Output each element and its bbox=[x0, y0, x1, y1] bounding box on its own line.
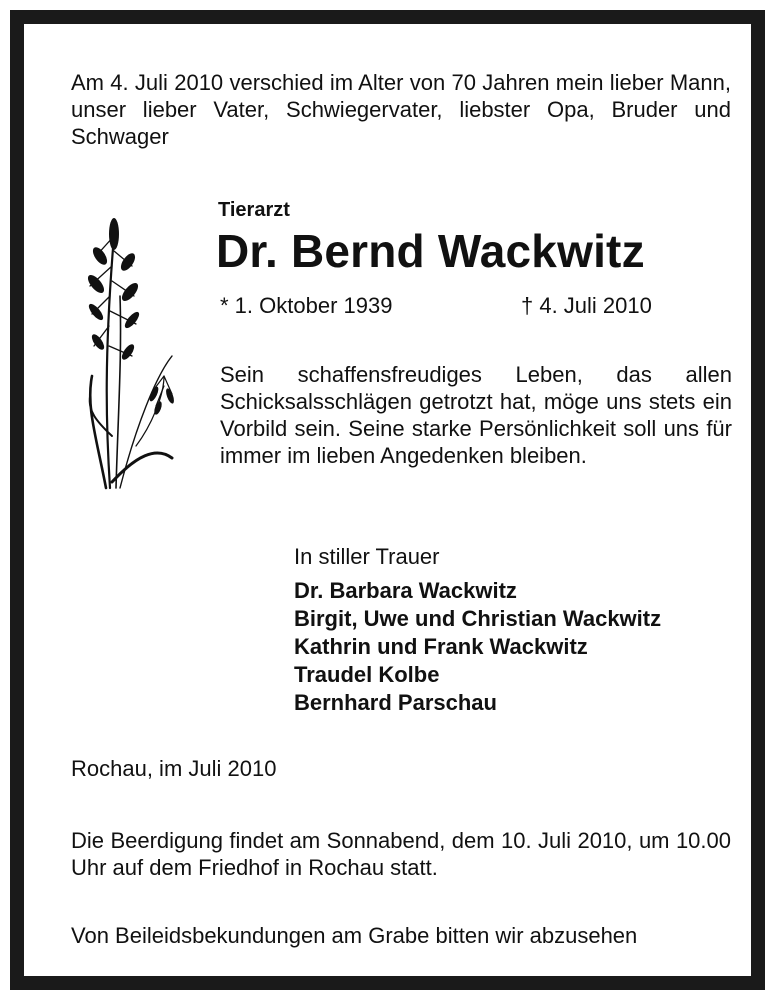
mourner-name: Birgit, Uwe und Christian Wackwitz bbox=[294, 606, 662, 631]
tribute-text: Sein schaffensfreudiges Leben, das allen Schicksalsschlägen getrotzt hat, möge uns stets ein Vorbild sein. Seine starke Persönlichkeit soll uns für immer im lieben Angedenken bleiben. bbox=[220, 362, 732, 468]
deceased-name: Dr. Bernd Wackwitz bbox=[216, 225, 645, 277]
mourning-intro: In stiller Trauer bbox=[294, 544, 440, 569]
mourner-name: Dr. Barbara Wackwitz bbox=[294, 578, 517, 603]
mourner-name: Bernhard Parschau bbox=[294, 690, 497, 715]
deceased-title: Tierarzt bbox=[218, 199, 290, 221]
birth-date: * 1. Oktober 1939 bbox=[220, 293, 393, 318]
mourner-list bbox=[294, 577, 661, 717]
obituary-frame bbox=[10, 10, 765, 990]
funeral-notice: Die Beerdigung findet am Sonnabend, dem 10. Juli 2010, um 10.00 Uhr auf dem Friedhof in Rochau statt. bbox=[71, 828, 731, 880]
condolence-note: Von Beileidsbekundungen am Grabe bitten wir abzusehen bbox=[71, 923, 638, 948]
mourner-name: Kathrin und Frank Wackwitz bbox=[294, 634, 588, 659]
mourner-name: Traudel Kolbe bbox=[294, 662, 440, 687]
intro-text: Am 4. Juli 2010 verschied im Alter von 70 Jahren mein lieber Mann, unser lieber Vater, Schwiegervater, liebster Opa, Bruder und Schwager bbox=[71, 70, 731, 149]
place-date: Rochau, im Juli 2010 bbox=[71, 756, 277, 781]
death-date: † 4. Juli 2010 bbox=[521, 293, 652, 318]
grass-icon bbox=[76, 196, 176, 496]
